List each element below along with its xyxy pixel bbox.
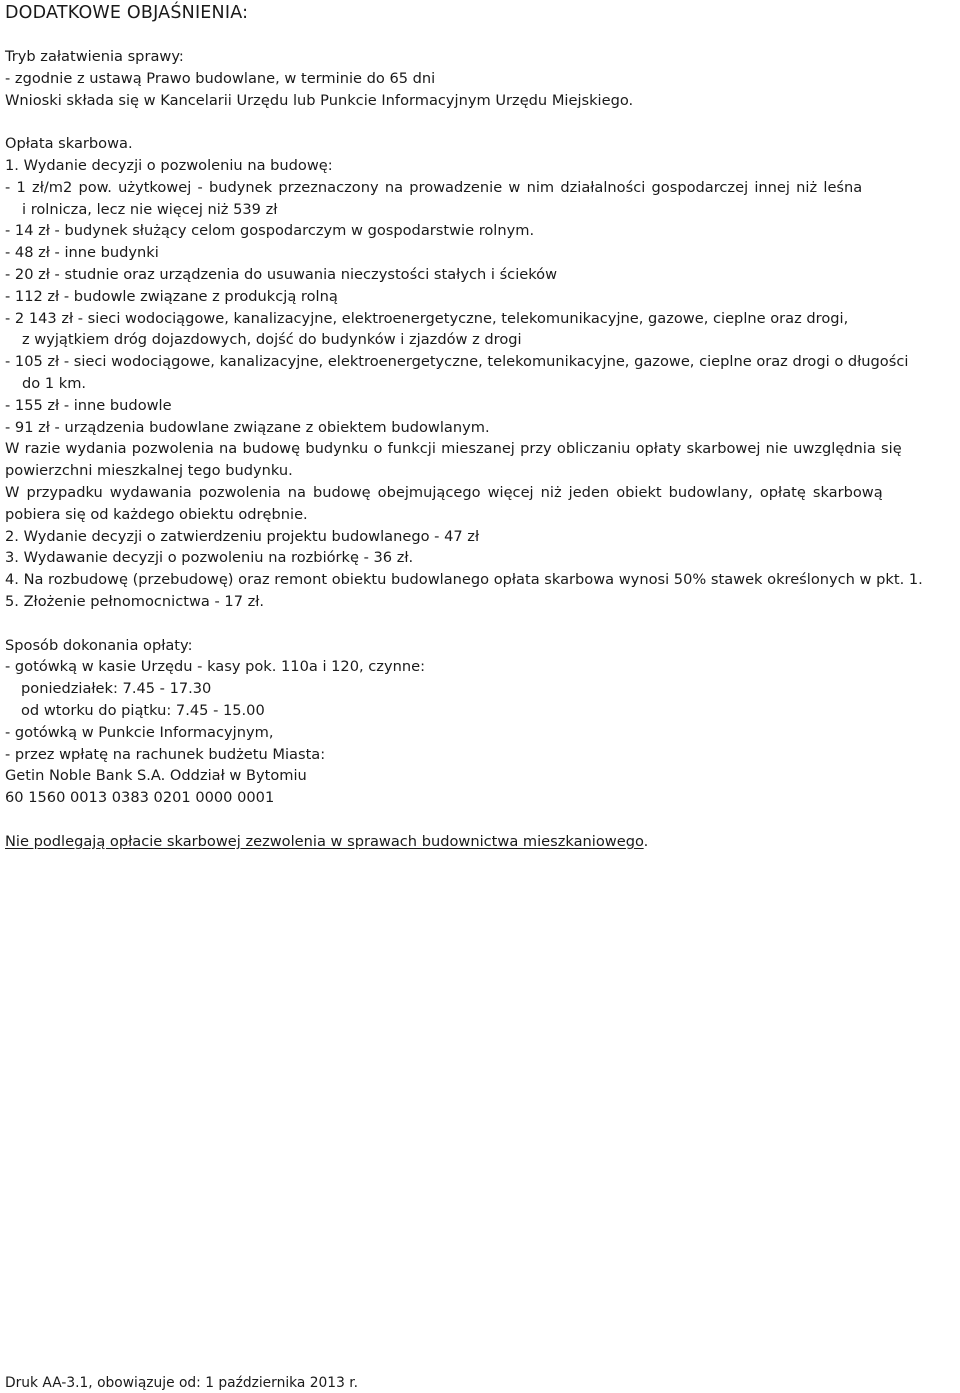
fee-item-6a: - 2 143 zł - sieci wodociągowe, kanalizacyjne, elektroenergetyczne, telekomunikacyjne, gazowe, cieplne oraz drogi,	[5, 309, 849, 327]
fee-item-4: - 20 zł - studnie oraz urządzenia do usuwania nieczystości stałych i ścieków	[5, 265, 558, 283]
document-page	[5, 2, 953, 852]
fee-item-1a: - 1 zł/m2 pow. użytkowej - budynek przeznaczony na prowadzenie w nim działalności gospodarczej innej niż leśna	[5, 178, 863, 196]
exemption-note	[5, 831, 953, 853]
payment-cash-office: - gotówką w kasie Urzędu - kasy pok. 110a i 120, czynne:	[5, 658, 425, 676]
fee-item-7a: - 105 zł - sieci wodociągowe, kanalizacyjne, elektroenergetyczne, telekomunikacyjne, gazowe, cieplne oraz drogi o długości	[5, 353, 909, 371]
tryb-title: Tryb załatwienia sprawy:	[5, 48, 184, 65]
bank-name: Getin Noble Bank S.A. Oddział w Bytomiu	[5, 767, 307, 785]
form-footer: Druk AA-3.1, obowiązuje od: 1 października 2013 r.	[5, 1375, 359, 1391]
fee-item-8: - 155 zł - inne budowle	[5, 396, 172, 414]
spacer	[5, 111, 953, 133]
oplata-point-5: 5. Złożenie pełnomocnictwa - 17 zł.	[5, 592, 265, 610]
spacer	[5, 809, 953, 831]
exemption-period: .	[643, 832, 649, 850]
payment-method-title: Sposób dokonania opłaty:	[5, 636, 193, 654]
fee-item-2: - 14 zł - budynek służący celom gospodarczym w gospodarstwie rolnym.	[5, 222, 535, 240]
note-multiple-objects-1: W przypadku wydawania pozwolenia na budowę obejmującego więcej niż jeden obiekt budowlany, opłatę skarbową	[5, 483, 883, 501]
page-title: DODATKOWE OBJAŚNIENIA:	[5, 3, 249, 23]
bank-account-number: 60 1560 0013 0383 0201 0000 0001	[5, 789, 275, 807]
payment-hours-monday: poniedziałek: 7.45 - 17.30	[21, 680, 212, 698]
payment-hours-tue-fri: od wtorku do piątku: 7.45 - 15.00	[21, 701, 265, 719]
note-mixed-building-1: W razie wydania pozwolenia na budowę budynku o funkcji mieszanej przy obliczaniu opłaty skarbowej nie uwzględnia się	[5, 440, 902, 458]
oplata-point-4: 4. Na rozbudowę (przebudowę) oraz remont obiektu budowlanego opłata skarbowa wynosi 50% stawek określonych w pkt. 1.	[5, 571, 923, 589]
spacer	[5, 613, 953, 635]
oplata-point-2: 2. Wydanie decyzji o zatwierdzeniu projektu budowlanego - 47 zł	[5, 527, 480, 545]
fee-item-6b: z wyjątkiem dróg dojazdowych, dojść do budynków i zjazdów z drogi	[22, 331, 522, 349]
fee-item-9: - 91 zł - urządzenia budowlane związane z obiektem budowlanym.	[5, 418, 490, 436]
fee-item-3: - 48 zł - inne budynki	[5, 244, 159, 262]
oplata-point-3: 3. Wydawanie decyzji o pozwoleniu na rozbiórkę - 36 zł.	[5, 549, 414, 567]
note-multiple-objects-2: pobiera się od każdego obiektu odrębnie.	[5, 505, 308, 523]
fee-item-7b: do 1 km.	[22, 374, 87, 392]
fee-item-5: - 112 zł - budowle związane z produkcją rolną	[5, 287, 338, 305]
oplata-title: Opłata skarbowa.	[5, 135, 133, 153]
payment-cash-info-point: - gotówką w Punkcie Informacyjnym,	[5, 723, 274, 741]
payment-transfer: - przez wpłatę na rachunek budżetu Miasta:	[5, 745, 326, 763]
oplata-point-1-title: 1. Wydanie decyzji o pozwoleniu na budowę:	[5, 156, 333, 174]
fee-item-1b: i rolnicza, lecz nie więcej niż 539 zł	[22, 200, 278, 218]
tryb-line-2: Wnioski składa się w Kancelarii Urzędu lub Punkcie Informacyjnym Urzędu Miejskiego.	[5, 91, 634, 109]
exemption-text: Nie podlegają opłacie skarbowej zezwolenia w sprawach budownictwa mieszkaniowego	[5, 832, 644, 850]
note-mixed-building-2: powierzchni mieszkalnej tego budynku.	[5, 462, 293, 480]
tryb-line-1: - zgodnie z ustawą Prawo budowlane, w terminie do 65 dni	[5, 69, 436, 87]
